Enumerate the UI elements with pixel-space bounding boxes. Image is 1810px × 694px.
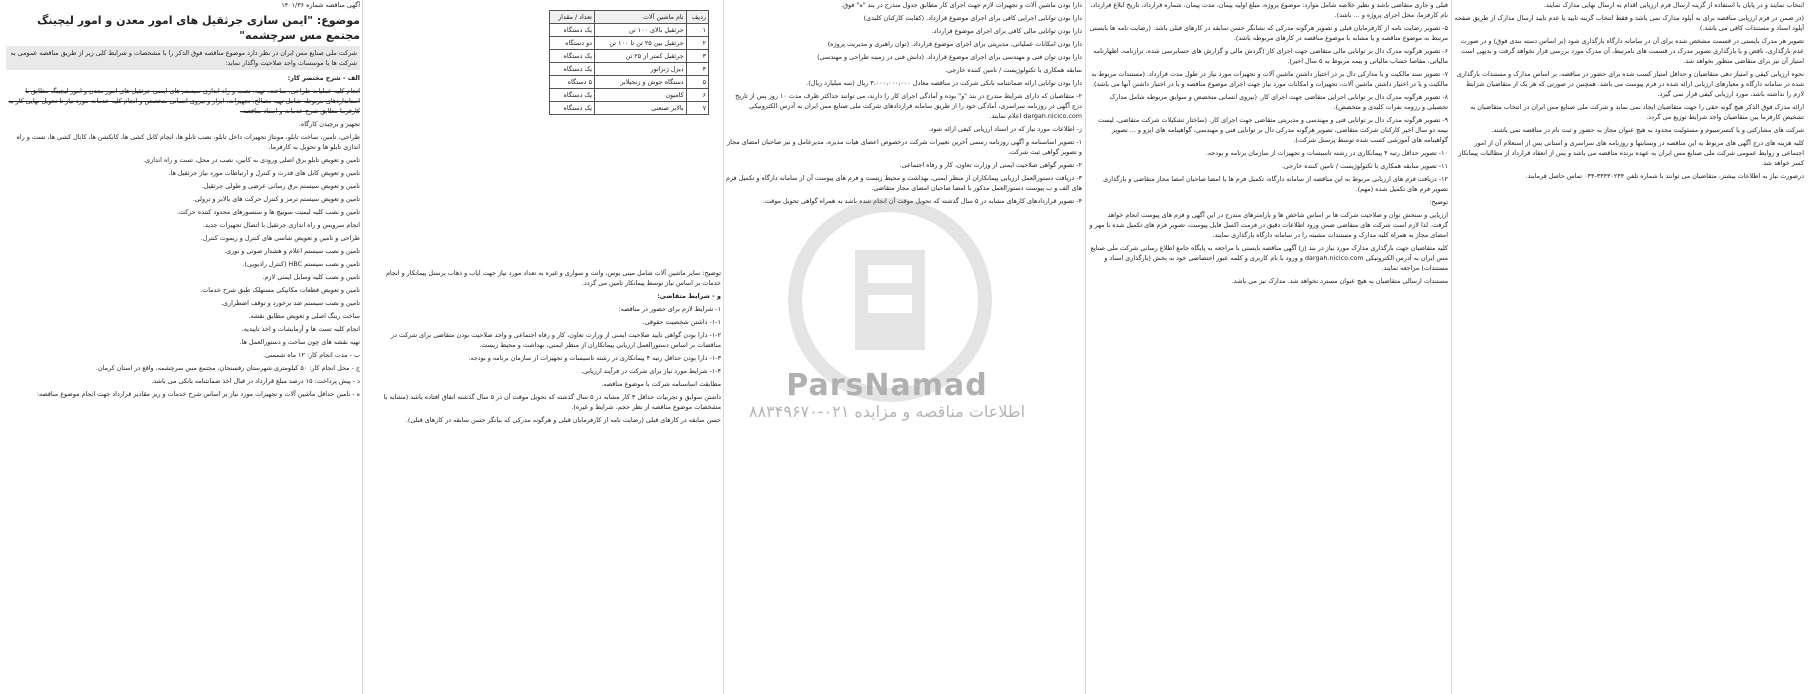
scope-item: تامین و تعویض سیستم برق رسانی عرضی و طولی جرثقیل.	[201, 182, 360, 190]
scope-item: تامین و نصب سیستم ضد برخورد و توقف اضطراری.	[220, 299, 360, 307]
equipment-note: توضیح: سایر ماشین آلات شامل مینی بوس، وانت و سواری و غیره به تعداد مورد نیاز جهت ایاب و ذهاب پرسنل پیمانکار و انجام خدمات بر اساس نیاز توسط پیمانکار تامین می گردد.	[385, 269, 721, 287]
watermark-tagline: اطلاعات مناقصه و مزایده ۰۲۱-۸۸۳۴۹۶۷۰	[748, 402, 1026, 421]
paragraph: (در ضمن در فرم ارزیابی مناقصه برای به آپلود مدارک نمی باشد و فقط انتخاب گزینه تایید یا عدم تایید ارسال مدارک از طریق صفحه آپلود اسناد و مستندات کافی می باشد.)	[1454, 14, 1804, 32]
watermark-brand: ParsNamad	[786, 368, 988, 403]
column-4-paragraphs	[1088, 0, 1448, 286]
table-cell: ۶	[686, 89, 708, 102]
paragraph: درصورت نیاز به اطلاعات بیشتر، متقاضیان می توانند با شماره تلفن ۳۴۴۳۰۲۴۴-۰۳۴ تماس حاصل فرمایند.	[1525, 172, 1804, 180]
scope-item: تامین و نصب سیستم اعلام و هشدار صوتی و نوری.	[224, 247, 360, 255]
table-cell: دیزل ژنراتور	[595, 63, 687, 76]
scope-item: تامین و تعویض سیستم ترمز و کنترل حرکت های بالابر و ترولی.	[192, 195, 360, 203]
table-cell: دستگاه جوش و زنجیلابر	[595, 76, 687, 89]
duration-line: ب - مدت انجام کار: ۱۲ ماه شمسی.	[263, 351, 360, 359]
table-header-cell: تعداد / مقدار	[550, 11, 595, 24]
condition-item: ۱- شرایط لازم برای حضور در مناقصه:	[618, 305, 721, 313]
paragraph: دارا بودن ماشین آلات و تجهیزات لازم جهت اجرای کار مطابق جدول مندرج در بند "ه" فوق.	[841, 1, 1082, 9]
table-row	[550, 63, 709, 76]
table-cell: دو دستگاه	[550, 37, 595, 50]
table-cell: جرثقیل بالای ۱۰۰ تن	[595, 24, 687, 37]
paragraph: ۷- تصویر سند مالکیت و یا مدارکی دال بر در اختیار داشتن ماشین آلات و تجهیزات مورد نیاز در طول مدت قرارداد. (مستندات مربوط به مالکیت و یا در اختیار داشتن ماشین آلات، تجهیزات و امکانات مورد نیاز جهت اجرای موضوع مناقصه و یا در اختیار داشتن آنها می باشد).	[1091, 70, 1448, 88]
column-3-paragraphs	[726, 0, 1082, 206]
conditions-list	[366, 304, 721, 425]
table-cell: ۳	[686, 50, 708, 63]
paragraph: کلیه هزینه های درج آگهی های مربوط به این مناقصه در وبسایتها و روزنامه های سراسری و استانی پس از استعلام آن از امور اجتماعی و روابط عمومی شرکت ملی صنایع مس ایران به عهده برنده مناقصه می باشد و پس از انعقاد قرارداد از مطالبات پیمانکار کسر خواهد شد.	[1458, 139, 1804, 167]
table-cell: ۷	[686, 102, 708, 115]
paragraph: دارا بودن توانایی ارائه ضمانتنامه بانکی شرکت در مناقصه معادل ۳،۰۰۰،۰۰۰،۰۰۰ ریال (سه میلیارد ریال).	[806, 79, 1082, 87]
scope-item: انجام سرویس و راه اندازی جرثقیل با اتصال تجهیزات جدید.	[202, 221, 360, 229]
table-cell: یک دستگاه	[550, 24, 595, 37]
scope-item: تامین و نصب کلیه لیمیت سوییچ ها و سنسورهای محدود کننده حرکت.	[176, 208, 360, 216]
table-row	[550, 76, 709, 89]
column-divider	[362, 0, 363, 694]
paragraph: ۱۲- دریافت فرم های ارزیابی مربوط به این مناقصه از سامانه دارگاه، تکمیل فرم ها با امضا صاحبان امضا مجاز متقاضی و بارگذاری تصویر فرم های تکمیل شده (مهم).	[1103, 175, 1448, 193]
paragraph: ۱۱- تصویر سابقه همکاری با تکنولوژیست / تامین کننده خارجی.	[1281, 162, 1448, 170]
paragraph: ۲- تصویر گواهی صلاحیت ایمنی از وزارت تعاون، کار و رفاه اجتماعی.	[899, 161, 1082, 169]
table-cell: ۲	[686, 37, 708, 50]
scope-item: تجهیز و برچیدن کارگاه.	[298, 120, 360, 128]
scope-item: تامین و تعویض کابل های قدرت و کنترل و ارتباطات مورد نیاز جرثقیل ها.	[168, 169, 360, 177]
table-row	[550, 37, 709, 50]
condition-item: مطابقت اساسنامه شرکت با موضوع مناقصه.	[601, 380, 721, 388]
paragraph: توضیح:	[1429, 198, 1448, 206]
paragraph: ۴- تصویر قراردادهای کارهای مشابه در ۵ سال گذشته که تحویل موقت آن انجام شده باشد به همراه گواهی تحویل موقت.	[762, 197, 1082, 205]
condition-item: داشتن سوابق و تجربیات حداقل ۳ کار مشابه در ۵ سال گذشته که تحویل موقت آن در ۵ سال گذشته اتفاق افتاده باشد (مشابه با مشخصات موضوع مناقصه از نظر حجم، شرایط و غیره).	[383, 393, 721, 411]
scope-item: تامین و نصب سیستم HBC (کنترل رادیویی).	[242, 260, 360, 268]
paragraph: ۹- تصویر هرگونه مدرک دال بر توانایی فنی و مهندسی و مدیریتی متقاضی جهت اجرای کار. (ساختار تشکیلات شرکت متقاضی، لیست بیمه دو سال اخیر کارکنان شرکت متقاضی، تصویر هرگونه مدرکی دال بر توانایی فنی و مهندسی، گواهینامه های ایزو و ... تصویر گواهینامه های آموزشی کسب شده توسط پرسنل شرکت).	[1098, 116, 1448, 144]
condition-item: ۱-۱- داشتن شخصیت حقوقی.	[642, 318, 721, 326]
paragraph: ۶- تصویر هرگونه مدرک دال بر توانایی مالی متقاضی جهت اجرای کار (گردش مالی و گزارش های حسابرسی شده، ترازنامه، اظهارنامه مالیاتی، مفاصا حساب مالیاتی و بیمه مربوط به ۵ سال اخیر).	[1093, 47, 1448, 65]
paragraph: مستندات ارسالی متقاضیان به هیچ عنوان مسترد نخواهد شد. مدارک نیز می باشد.	[1231, 277, 1448, 285]
scope-item: انجام کلیه تست ها و آزمایشات و اخذ تاییدیه.	[241, 325, 360, 333]
column-5-paragraphs	[1454, 0, 1804, 181]
scope-items-list	[6, 119, 360, 347]
column-5	[1454, 0, 1804, 694]
paragraph: ۱- تصویر اساسنامه و آگهی روزنامه رسمی آخرین تغییرات شرکت درخصوص اعضای هیات مدیره، مدیرعامل و نیز صاحبان امضای مجاز و تصویر گواهی ثبت شرکت.	[727, 138, 1082, 156]
table-row	[550, 50, 709, 63]
paragraph: انتخاب نمایند و در پایان با استفاده از گزینه ارسال فرم ارزیابی اقدام به ارسال نهایی مدارک نمایند.	[1543, 1, 1804, 9]
column-divider	[1085, 0, 1086, 694]
paragraph: ارائه مدرک فوق الذکر هیچ گونه حقی را جهت متقاضیان ایجاد نمی نماید و شرکت ملی صنایع مس ایران در انتخاب متقاضیان به تشخیص کارفرما بین متقاضیان واجد شرایط توزیع می گردد.	[1470, 103, 1804, 121]
table-cell: کامیون	[595, 89, 687, 102]
paragraph: ۸- تصویر هرگونه مدرک دال بر توانایی اجرایی متقاضی جهت اجرای کار. (نیروی انسانی متخصص و سوابق مربوطه شامل مدارک تحصیلی و رزومه نفرات کلیدی و متخصص).	[1109, 93, 1448, 111]
tender-intro: شرکت ملی صنایع مس ایران در نظر دارد موضوع مناقصه فوق الذکر را با مشخصات و شرایط کلی زیر از طریق مناقصه عمومی به شرکت ها یا موسسات واجد صلاحیت واگذار نماید:	[6, 46, 360, 70]
table-cell: ۵	[686, 76, 708, 89]
table-cell: یک دستگاه	[550, 102, 595, 115]
column-1	[6, 0, 360, 694]
paragraph: نحوه ارزیابی کیفی و امتیاز دهی متقاضیان و حداقل امتیاز کسب شده برای حضور در مناقصه، بر اساس مدارک و مستندات بارگذاری شده در سامانه دارگاه و معیارهای ارزیابی ارائه شده در فرم پیوست می باشد. همچنین در صورتی که هر یک از متقاضیان شرایط لازم را نداشته باشد، مورد ارزیابی کیفی قرار نمی گیرد.	[1456, 70, 1804, 98]
paragraph: ۳- دریافت دستورالعمل ارزیابی پیمانکاران از منظر ایمنی، بهداشت و محیط زیست و فرم های پیوست آن از سامانه دارگاه و تکمیل فرم های الف و ب پیوست دستورالعمل مذکور با امضا صاحبان امضای مجاز متقاضی.	[726, 174, 1082, 192]
paragraph: دارا بودن امکانات عملیاتی، مدیریتی برای اجرای موضوع قرارداد. (توان راهبری و مدیریت پروژه)	[827, 40, 1082, 48]
table-cell: بالابر صنعتی	[595, 102, 687, 115]
column-4	[1088, 0, 1448, 694]
scope-item: تهیه نقشه های چون ساخت و دستورالعمل ها.	[239, 338, 360, 346]
table-row	[550, 24, 709, 37]
scope-item: تامین و تعویض قطعات مکانیکی مستهلک طبق شرح خدمات.	[200, 286, 360, 294]
column-2	[366, 0, 721, 694]
scope-item: تامین و تعویض تابلو برق اصلی ورودی به کابین، نصب در محل، تست و راه اندازی.	[143, 156, 360, 164]
table-cell: ۱	[686, 24, 708, 37]
table-cell: یک دستگاه	[550, 63, 595, 76]
condition-item: ۱-۴- شرایط مورد نیاز برای شرکت در فرآیند ارزیابی.	[580, 367, 721, 375]
paragraph: سابقه همکاری با تکنولوژیست / تامین کننده خارجی.	[945, 66, 1082, 74]
scope-item: تامین و نصب کلیه وسایل ایمنی لازم.	[262, 273, 360, 281]
column-3	[726, 0, 1082, 694]
equipment-table	[549, 10, 709, 115]
paragraph: ۵- تصویر رضایت نامه از کارفرمایان قبلی و تصویر هرگونه مدرکی که نشانگر حسن سابقه در کارهای قبلی باشد. (رضایت نامه ها بایستی مرتبط به موضوع مناقصه و یا مشابه با موضوع مناقصه در کارهای مربوطه باشد).	[1089, 24, 1448, 42]
table-cell: ۵ دستگاه	[550, 76, 595, 89]
table-cell: یک دستگاه	[550, 89, 595, 102]
condition-item: ۱-۲- دارا بودن گواهی تایید صلاحیت ایمنی از وزارت تعاون، کار و رفاه اجتماعی و واجد صلاحیت بودن متقاضی برای شرکت در مناقصات بر اساس دستورالعمل ارزیابی پیمانکاران از منظر ایمنی، بهداشت و محیط زیست.	[390, 331, 721, 349]
paragraph: دارا بودن توانایی اجرایی کافی برای اجرای موضوع قرارداد. (کفایت کارکنان کلیدی)	[863, 14, 1082, 22]
paragraph: دارا بودن توانایی مالی کافی برای اجرای موضوع قرارداد.	[931, 27, 1082, 35]
conditions-heading: و - شرایط متقاضی:	[657, 292, 721, 300]
table-cell: ۴	[686, 63, 708, 76]
table-cell: جرثقیل بین ۲۵ تن تا ۱۰۰ تن	[595, 37, 687, 50]
paragraph: ۱۰- تصویر حداقل رتبه ۴ پیمانکاری در رشته تاسیسات و تجهیزات از سازمان برنامه و بودجه.	[1205, 149, 1448, 157]
paragraph: تصویر هر مدرک بایستی در قسمت مشخص شده برای آن در سامانه دارگاه بارگذاری شود (بر اساس دسته بندی فوق) و در صورت عدم بارگذاری، ناقص و یا بارگذاری تصویر مدرک در قسمت های نامرتبط، آن مدرک مورد بررسی قرار نخواهد گرفت و بدیهی است امتیاز آن نیز برای متقاضی منظور نخواهد شد.	[1460, 37, 1804, 65]
column-divider	[1451, 0, 1452, 694]
scope-struck-text: انجام کلیه عملیات طراحی، ساخت، تهیه، نصب و راه اندازی سیستم های ایمنی جرثقیل های امور معدن و امور لیچینگ مطابق با استانداردهای مربوطه شامل تهیه مصالح، تجهیزات، ابزار و نیروی انسانی متخصص و انجام کلیه خدمات مورد نیاز تا تحویل نهایی کار به کارفرما مطابق شرح خدمات و اسناد مناقصه.	[8, 87, 360, 115]
paragraph: قبلی و جاری متقاضی باشد و نظیر خلاصه شامل موارد: موضوع پروژه، مبلغ اولیه پیمان، مدت پیمان، شماره قرارداد، تاریخ ابلاغ قرارداد، نام کارفرما، محل اجرای پروژه و ... باشد).	[1090, 1, 1448, 19]
paragraph: شرکت های مشارکتی و یا کنسرسیوم و مسئولیت محدود به هیچ عنوان مجاز به حضور و ثبت نام در مناقصه نمی باشند.	[1491, 126, 1804, 134]
table-header-cell: ردیف	[686, 11, 708, 24]
table-header-cell: نام ماشین آلات	[595, 11, 687, 24]
table-cell: یک دستگاه	[550, 50, 595, 63]
scope-item: طراحی، تامین، ساخت تابلو، مونتاژ تجهیزات داخل تابلو، نصب تابلو ها، انجام کابل کشی ها، کانکشن ها، کانال کشی ها، تست و راه اندازی تابلو ها و تحویل به کارفرما.	[16, 133, 360, 151]
scope-item: ساخت رینگ اصلی و تعویض مطابق نقشه.	[248, 312, 360, 320]
condition-item: حسن سابقه در کارهای قبلی (رضایت نامه از کارفرمایان قبلی و هرگونه مدرکی که بیانگر حسن سابقه در کارهای قبلی).	[405, 416, 721, 424]
paragraph: ۲- متقاضیان که دارای شرایط مندرج در بند "و" بوده و آمادگی اجرای کار را دارند، می توانند حداکثر ظرف مدت ۱۰ روز پس از تاریخ درج آگهی در روزنامه سراسری، آمادگی خود را از طریق سامانه قراردادهای شرکت ملی صنایع مس ایران به آدرس الکترونیکی dargah.nicico.com اعلام نمایند.	[735, 92, 1082, 120]
prepayment-line: د - پیش پرداخت: ۱۵ درصد مبلغ قرارداد در قبال اخذ ضمانتنامه بانکی می باشد.	[151, 377, 360, 385]
tender-number: آگهی مناقصه شماره ۱۴۰۱/۳۶	[281, 1, 360, 9]
tender-title: موضوع: "ایمن سازی جرثقیل های امور معدن و امور لیچینگ مجتمع مس سرچشمه"	[37, 14, 360, 42]
scope-heading: الف - شرح مختصر کار:	[287, 74, 360, 82]
table-row	[550, 102, 709, 115]
paragraph: ارزیابی و سنجش توان و صلاحیت شرکت ها بر اساس شاخص ها و پارامترهای مندرج در این آگهی و فرم های پیوست انجام خواهد گرفت. لذا لازم است شرکت های متقاضی ضمن ورود اطلاعات دقیق در فرمت اکسل فایل پیوست، تصویر فرم های تکمیل شده با مهر و امضای مجاز به همراه کلیه مدارک و مستندات مشبته را در سامانه دارگاه بارگذاری نمایند.	[1089, 211, 1448, 239]
equipment-line: ه - تامین حداقل ماشین آلات و تجهیزات مورد نیاز بر اساس شرح خدمات و ریز مقادیر قرارداد جهت انجام موضوع مناقصه:	[36, 390, 360, 398]
paragraph: کلیه متقاضیان جهت بارگذاری مدارک مورد نیاز در بند (ز) آگهی مناقصه بایستی با مراجعه به پایگاه جامع اطلاع رسانی شرکت ملی صنایع مس ایران به آدرس الکترونیکی dargah.nicico.com و ورود با نام کاربری و کلمه عبور اختصاصی خود به بخش (بارگذاری اسناد و مستندات) مراجعه نمایند.	[1090, 244, 1448, 272]
condition-item: ۱-۳- دارا بودن حداقل رتبه ۴ پیمانکاری در رشته تاسیسات و تجهیزات از سازمان برنامه و بودجه.	[468, 354, 721, 362]
table-cell: جرثقیل کمتر از ۲۵ تن	[595, 50, 687, 63]
column-divider	[723, 0, 724, 694]
table-row	[550, 89, 709, 102]
scope-item: طراحی و تامین و تعویض شاسی های کنترل و ریموت کنترل.	[200, 234, 360, 242]
paragraph: ز- اطلاعات مورد نیاز که در اسناد ارزیابی کیفی ارائه شود.	[928, 125, 1082, 133]
location-line: ج - محل انجام کار: ۵۰ کیلومتری شهرستان رفسنجان، مجتمع مس سرچشمه، واقع در استان کرمان.	[95, 364, 360, 372]
paragraph: دارا بودن توان فنی و مهندسی برای اجرای موضوع قرارداد. (دانش فنی در زمینه طراحی و مهندسی)	[817, 53, 1082, 61]
